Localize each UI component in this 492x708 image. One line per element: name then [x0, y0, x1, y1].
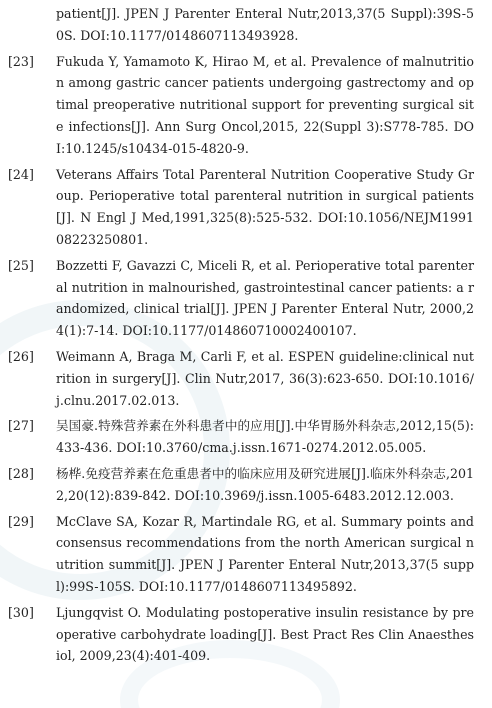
reference-list	[0, 3, 492, 671]
reference-text: patient[J]. JPEN J Parenter Enteral Nutr,2013,37(5 Suppl):39S-50S. DOI:10.1177/0148607113493928.	[56, 6, 474, 43]
reference-text: Fukuda Y, Yamamoto K, Hirao M, et al. Prevalence of malnutrition among gastric cancer patients undergoing gastrectomy and optimal preoperative nutritional support for preventing surgical site infections[J]. Ann Surg Oncol,2015, 22(Suppl 3):S778-785. DOI:10.1245/s10434-015-4820-9.	[56, 53, 474, 156]
reference-item-26	[0, 346, 492, 411]
reference-number: [25]	[8, 257, 34, 273]
reference-text: Bozzetti F, Gavazzi C, Miceli R, et al. Perioperative total parenteral nutrition in malnourished, gastrointestinal cancer patients: a randomized, clinical trial[J]. JPEN J Parenter Enteral Nutr, 2000,24(1):7-14. DOI:10.1177/014860710002400107.	[56, 257, 474, 339]
reference-item-29	[0, 511, 492, 598]
reference-number: [29]	[8, 513, 34, 529]
reference-text: Ljungqvist O. Modulating postoperative insulin resistance by preoperative carbohydrate loading[J]. Best Pract Res Clin Anaesthesiol, 2009,23(4):401-409.	[56, 604, 474, 664]
reference-item-28	[0, 463, 492, 507]
reference-number: [27]	[8, 418, 34, 434]
reference-text: 吴国豪.特殊营养素在外科患者中的应用[J].中华胃肠外科杂志,2012,15(5):433-436. DOI:10.3760/cma.j.issn.1671-0274.2012.05.005.	[56, 418, 474, 456]
reference-text: Veterans Affairs Total Parenteral Nutrition Cooperative Study Group. Perioperative total parenteral nutrition in surgical patients [J]. N Engl J Med,1991,325(8):525-532. DOI:10.1056/NEJM199108223250801.	[56, 166, 474, 247]
reference-number: [23]	[8, 53, 34, 69]
reference-number: [24]	[8, 166, 34, 182]
reference-number: [26]	[8, 348, 34, 364]
reference-text: 杨桦.免疫营养素在危重患者中的临床应用及研究进展[J].临床外科杂志,2012,20(12):839-842. DOI:10.3969/j.issn.1005-6483.2012.12.003.	[56, 465, 474, 503]
reference-number: [30]	[8, 604, 34, 620]
reference-text: Weimann A, Braga M, Carli F, et al. ESPEN guideline:clinical nutrition in surgery[J]. Clin Nutr,2017, 36(3):623-650. DOI:10.1016/j.clnu.2017.02.013.	[56, 348, 474, 408]
reference-item-27	[0, 415, 492, 459]
reference-item-24	[0, 164, 492, 251]
reference-text: McClave SA, Kozar R, Martindale RG, et al. Summary points and consensus recommendations from the north American surgical nutrition summit[J]. JPEN J Parenter Enteral Nutr,2013,37(5 suppl):99S-105S. DOI:10.1177/0148607113495892.	[56, 513, 474, 594]
reference-item-30	[0, 602, 492, 667]
reference-item-25	[0, 255, 492, 342]
reference-item-22-continued	[0, 3, 492, 47]
reference-number: [28]	[8, 465, 34, 481]
reference-item-23	[0, 51, 492, 160]
